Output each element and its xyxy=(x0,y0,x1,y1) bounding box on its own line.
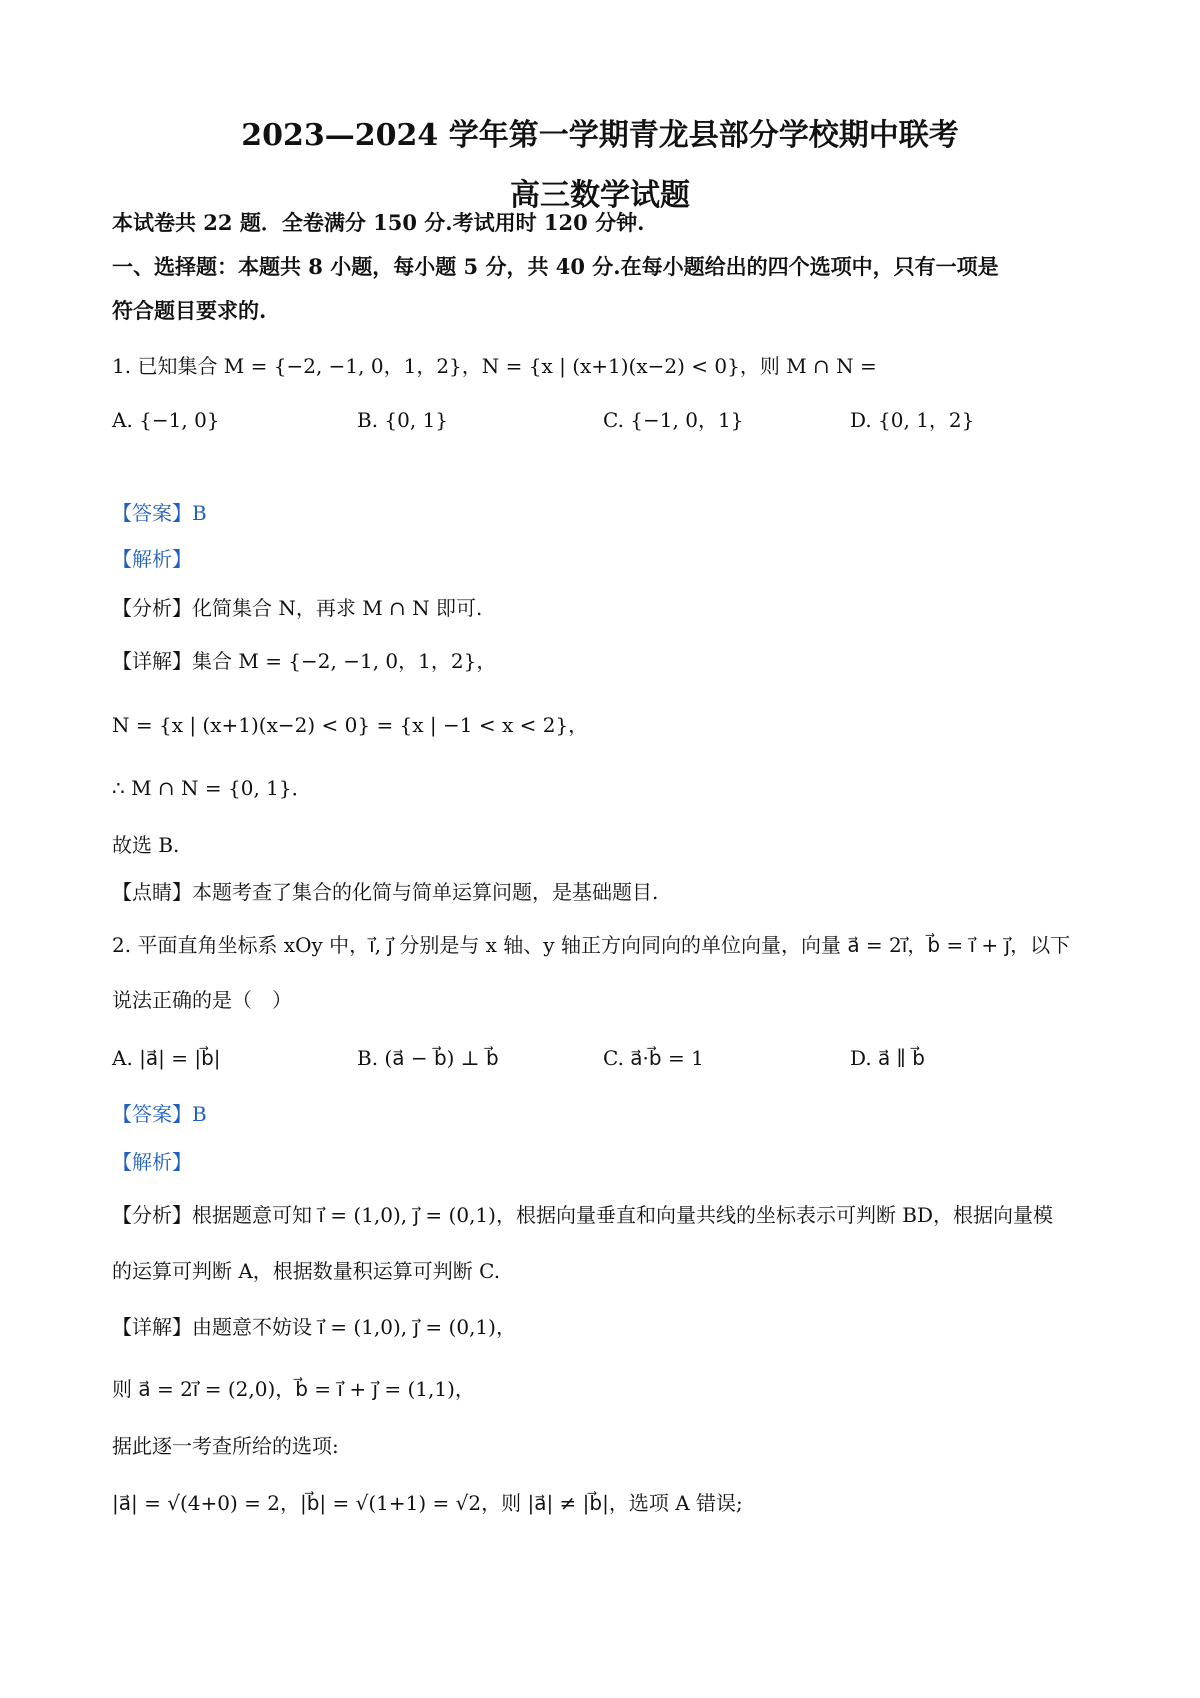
answer-tag: 【答案】B xyxy=(112,501,207,525)
question-2-stem-line2: 说法正确的是（ ） xyxy=(112,988,292,1012)
q2-option-c: C. a⃗·b⃗ = 1 xyxy=(603,1046,704,1070)
q1-detail-3: ∴ M ∩ N = {0, 1}． xyxy=(112,776,312,800)
q2-detail-1: 【详解】由题意不妨设 i⃗ = (1,0), j⃗ = (0,1)， xyxy=(112,1315,516,1339)
q2-option-a: A. |a⃗| = |b⃗| xyxy=(112,1046,221,1070)
q1-detail-4: 故选 B. xyxy=(112,833,180,857)
q1-option-a: A. {−1, 0} xyxy=(112,408,220,432)
q1-fenxi: 【分析】化简集合 N，再求 M ∩ N 即可. xyxy=(112,596,483,620)
question-1-stem: 1. 已知集合 M = {−2, −1, 0，1，2}，N = {x | (x+1)(x−2) < 0}，则 M ∩ N = xyxy=(112,354,877,378)
q1-option-c: C. {−1, 0，1} xyxy=(603,408,744,432)
exam-title: 2023—2024 学年第一学期青龙县部分学校期中联考 xyxy=(241,118,959,153)
q2-fenxi-line1: 【分析】根据题意可知 i⃗ = (1,0), j⃗ = (0,1)，根据向量垂直和向量共线的坐标表示可判断 BD，根据向量模 xyxy=(112,1203,1054,1227)
q2-option-b: B. (a⃗ − b⃗) ⊥ b⃗ xyxy=(357,1046,499,1070)
exam-intro: 本试卷共 22 题．全卷满分 150 分.考试用时 120 分钟. xyxy=(112,210,645,235)
section-heading-line2: 符合题目要求的. xyxy=(112,298,267,323)
section-heading-line1: 一、选择题：本题共 8 小题，每小题 5 分，共 40 分.在每小题给出的四个选项中，只有一项是 xyxy=(112,254,999,279)
q1-dianjing: 【点睛】本题考查了集合的化简与简单运算问题，是基础题目. xyxy=(112,880,659,904)
question-2-stem-line1: 2. 平面直角坐标系 xOy 中，i⃗, j⃗ 分别是与 x 轴、y 轴正方向同向的单位向量，向量 a⃗ = 2i⃗，b⃗ = i⃗ + j⃗，以下 xyxy=(112,933,1071,957)
q2-detail-4: |a⃗| = √(4+0) = 2，|b⃗| = √(1+1) = √2，则 |a⃗| ≠ |b⃗|，选项 A 错误; xyxy=(112,1491,743,1515)
q1-option-d: D. {0, 1，2} xyxy=(850,408,975,432)
q2-detail-2: 则 a⃗ = 2i⃗ = (2,0)，b⃗ = i⃗ + j⃗ = (1,1)， xyxy=(112,1377,475,1401)
q1-answer xyxy=(112,500,207,526)
q1-analysis-tag: 【解析】 xyxy=(112,547,192,571)
q1-detail-2: N = {x | (x+1)(x−2) < 0} = {x | −1 < x < 2}， xyxy=(112,713,589,737)
q2-fenxi-line2: 的运算可判断 A，根据数量积运算可判断 C. xyxy=(112,1259,501,1283)
q2-detail-3: 据此逐一考查所给的选项: xyxy=(112,1434,339,1458)
q1-option-b: B. {0, 1} xyxy=(357,408,449,432)
q1-detail-1: 【详解】集合 M = {−2, −1, 0，1，2}， xyxy=(112,649,497,673)
q2-answer: 【答案】B xyxy=(112,1102,207,1126)
q2-analysis-tag: 【解析】 xyxy=(112,1150,192,1174)
q2-option-d: D. a⃗ ∥ b⃗ xyxy=(850,1046,925,1070)
exam-subtitle: 高三数学试题 xyxy=(510,178,690,213)
